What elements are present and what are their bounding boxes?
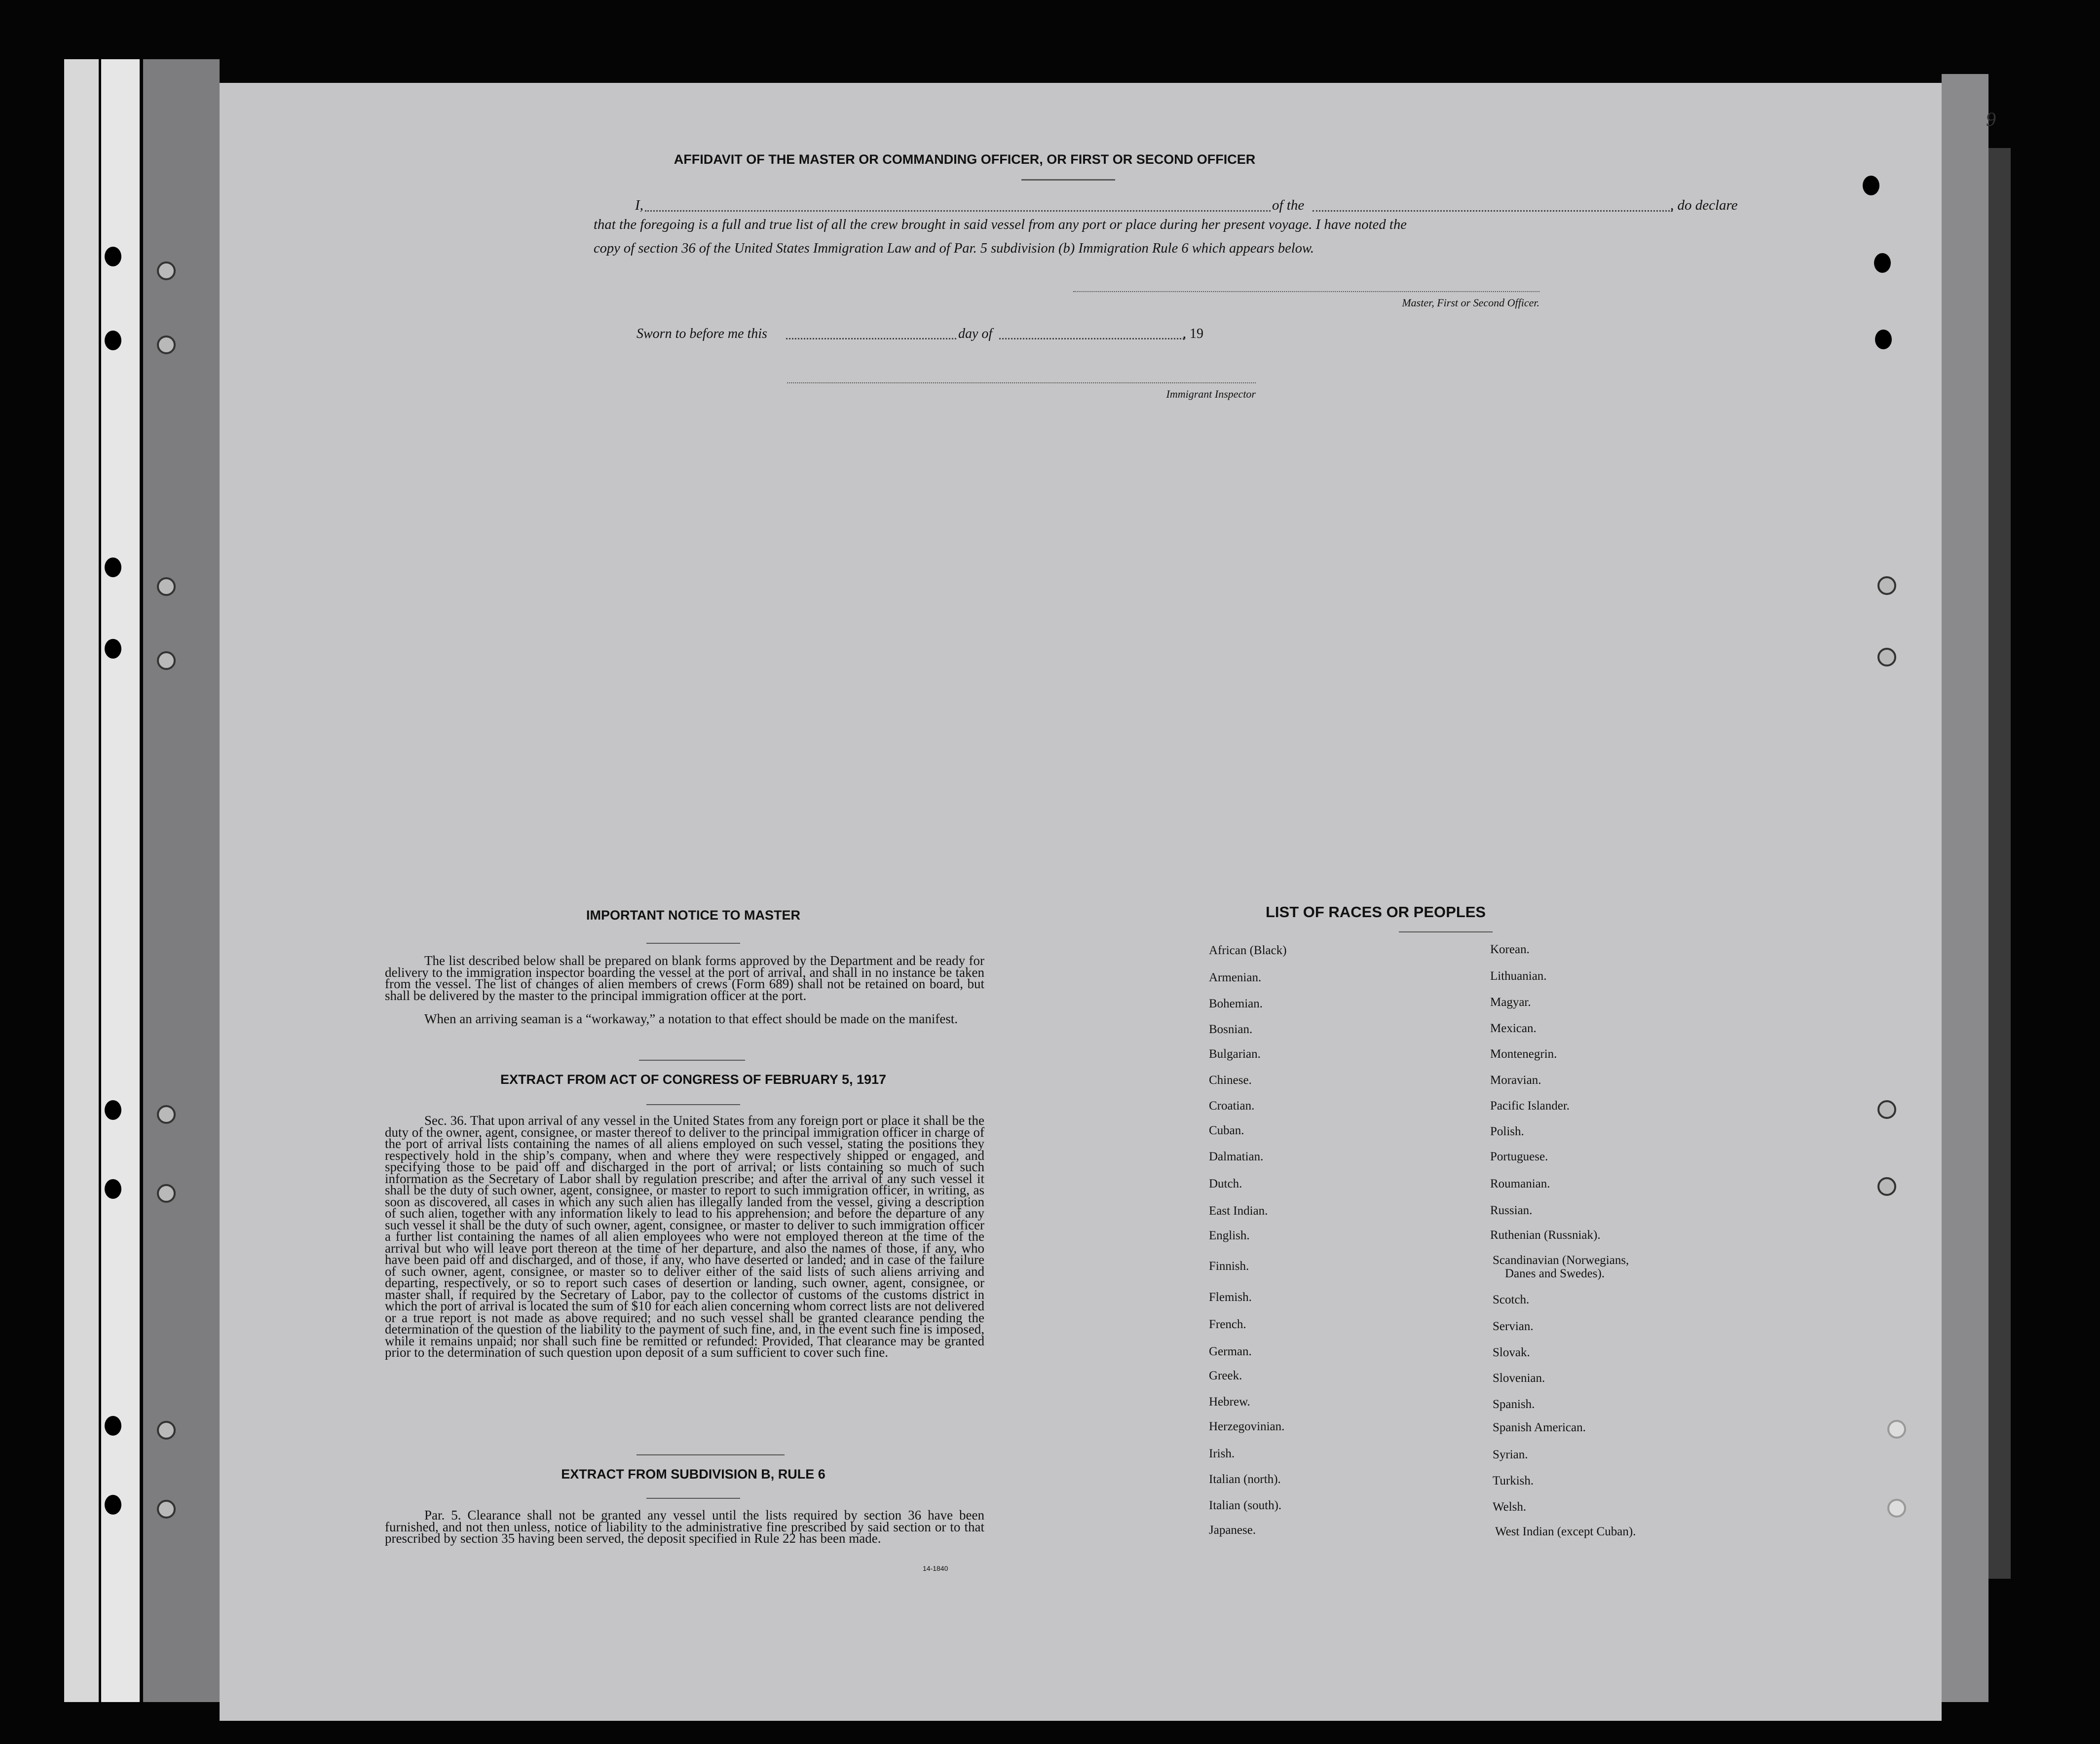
binding-hole (157, 1184, 176, 1203)
officer-name-line (645, 210, 1271, 212)
rule-title-rule (646, 1498, 740, 1499)
punch-hole (1874, 253, 1891, 273)
notice-paragraph-2: When an arriving seaman is a “workaway,” a notation to that effect should be made on the manifest. (424, 1011, 958, 1026)
race-right-item: Syrian. (1493, 1448, 1528, 1461)
act-top-rule (639, 1060, 745, 1061)
race-left-item: Cuban. (1209, 1124, 1244, 1137)
race-left-item: Dutch. (1209, 1177, 1242, 1190)
race-left-item: German. (1209, 1345, 1252, 1358)
affidavit-of-the-label: of the (1272, 197, 1305, 213)
race-left-item: Bulgarian. (1209, 1047, 1261, 1061)
rule-top-rule (637, 1454, 785, 1455)
punch-hole (1877, 1177, 1896, 1196)
race-left-item: Dalmatian. (1209, 1150, 1264, 1163)
race-left-item: Greek. (1209, 1369, 1242, 1382)
right-edge-strip (1942, 74, 1988, 1702)
race-left-item: Italian (south). (1209, 1499, 1282, 1512)
race-right-item: Danes and Swedes). (1505, 1267, 1605, 1280)
race-right-item: Spanish. (1493, 1398, 1535, 1411)
punch-hole (1887, 1499, 1906, 1518)
race-left-item: French. (1209, 1318, 1246, 1331)
binding-hole (157, 651, 176, 670)
race-right-item: Moravian. (1490, 1074, 1541, 1087)
binding-hole (105, 557, 121, 577)
rule-par-5-text: Par. 5. Clearance shall not be granted any vessel until the lists required by section 36 have been furnished, and not then unless, notice of liability to the administrative fine prescribed by said section or to that prescribed by section 35 having been served, the deposit specified in Rule 22 has been made. (385, 1508, 984, 1546)
binding-hole (105, 1416, 121, 1436)
sworn-label: Sworn to before me this (637, 326, 767, 341)
race-left-item: Finnish. (1209, 1260, 1249, 1273)
race-right-item: Lithuanian. (1490, 969, 1547, 983)
binding-hole (157, 1500, 176, 1519)
binding-hole (105, 1179, 121, 1199)
race-right-item: Mexican. (1490, 1022, 1537, 1035)
master-signature-label: Master, First or Second Officer. (1402, 297, 1539, 309)
race-right-item: Korean. (1490, 943, 1530, 956)
binding-hole (157, 577, 176, 596)
binding-hole (105, 331, 121, 350)
race-right-item: Scandinavian (Norwegians, (1493, 1254, 1629, 1267)
race-right-item: Ruthenian (Russniak). (1490, 1228, 1601, 1242)
race-right-item: West Indian (except Cuban). (1495, 1525, 1636, 1538)
race-left-item: English. (1209, 1229, 1250, 1242)
race-right-item: Servian. (1493, 1320, 1534, 1333)
race-right-item: Spanish American. (1493, 1421, 1586, 1434)
race-right-item: Magyar. (1490, 996, 1531, 1009)
rule-title: EXTRACT FROM SUBDIVISION B, RULE 6 (561, 1467, 825, 1482)
punch-hole (1863, 176, 1879, 195)
day-of-label: day of (958, 326, 993, 341)
act-title-rule (646, 1104, 740, 1105)
binding-hole (157, 261, 176, 280)
race-right-item: Scotch. (1493, 1293, 1530, 1306)
race-left-item: East Indian. (1209, 1204, 1268, 1218)
binding-hole (105, 1100, 121, 1120)
act-title: EXTRACT FROM ACT OF CONGRESS OF FEBRUARY 5, 1917 (500, 1072, 887, 1087)
binding-hole (157, 1421, 176, 1440)
punch-hole (1877, 1100, 1896, 1119)
race-left-item: Herzegovinian. (1209, 1420, 1285, 1433)
punch-hole (1877, 576, 1896, 595)
right-edge-shadow (1988, 148, 2011, 1579)
affidavit-title-rule (1021, 179, 1115, 181)
race-left-item: Bosnian. (1209, 1023, 1253, 1036)
binding-strip-light (64, 59, 99, 1702)
race-right-item: Pacific Islander. (1490, 1099, 1570, 1113)
race-right-item: Turkish. (1493, 1474, 1534, 1487)
inspector-label: Immigrant Inspector (1166, 388, 1256, 400)
race-left-item: Irish. (1209, 1447, 1235, 1460)
binding-hole (105, 639, 121, 659)
punch-hole (1887, 1420, 1906, 1439)
races-title: LIST OF RACES OR PEOPLES (1266, 903, 1486, 921)
race-left-item: Armenian. (1209, 971, 1262, 984)
affidavit-line-3: copy of section 36 of the United States Immigration Law and of Par. 5 subdivision (b) Immigration Rule 6 which appears below. (594, 241, 1314, 256)
race-left-item: Croatian. (1209, 1099, 1255, 1113)
race-left-item: Japanese. (1209, 1523, 1256, 1537)
binding-hole (157, 1105, 176, 1124)
races-title-rule (1399, 931, 1493, 932)
race-left-item: Flemish. (1209, 1291, 1252, 1304)
affidavit-declare-label: , do declare (1670, 197, 1738, 213)
year-label: , 19 (1183, 326, 1203, 341)
act-section-36-text: Sec. 36. That upon arrival of any vessel in the United States from any foreign port or place it shall be the duty of the owner, agent, consignee, or master thereof to deliver to the principal immigration officer in charge of the port of arrival lists containing the names of all aliens employed on such vessel, stating the positions they respectively hold in the ship’s company, when and where they were respectively shipped or engaged, and specifying those to be paid off and discharged in the port of arrival; or lists containing so much of such information as the Secretary of Labor shall by regulation prescribe; and after the arrival of any such vessel it shall be the duty of such owner, agent, consignee, or master to report to such immigration officer, in writing, as soon as discovered, all cases in which any such alien has illegally landed from the vessel, giving a description of such alien, together with any information likely to lead to his apprehension; and before the departure of any such vessel it shall be the duty of such owner, agent, consignee, or master to deliver to such immigration officer a further list containing the names of all alien employees who were not employed thereon at the time of the arrival but who will leave port thereon at the time of her departure, and also the names of those, if any, who have been paid off and discharged, and of those, if any, who have deserted or landed; and in case of the failure of such owner, agent, consignee, or master so to deliver either of the said lists of such aliens arriving and departing, respectively, or so to report such cases of desertion or landing, such owner, agent, consignee, or master shall, if required by the Secretary of Labor, pay to the collector of customs of the customs district in which the port of arrival is located the sum of $10 for each alien concerning whom correct lists are not delivered or a true report is not made as above required; and no such vessel shall be granted clearance pending the determination of the question of the liability to the payment of such fine, and, in the event such fine is imposed, while it remains unpaid; nor shall such fine be remitted or refunded: Provided, That clearance may be granted prior to the determination of such question upon deposit of a sum sufficient to cover such fine. (385, 1113, 984, 1360)
punch-hole (1875, 330, 1892, 349)
notice-title-rule (646, 943, 740, 944)
affidavit-line-2: that the foregoing is a full and true list of all the crew brought in said vessel from any port or place during her present voyage. I have noted the (594, 217, 1407, 232)
race-left-item: Bohemian. (1209, 997, 1263, 1010)
binding-hole (157, 335, 176, 354)
master-signature-line (1073, 291, 1539, 292)
notice-paragraph-1: The list described below shall be prepared on blank forms approved by the Department and be ready for delivery to the immigration inspector boarding the vessel at the port of arrival, and shall in no instance be taken from the vessel. The list of changes of alien members of crews (Form 689) shall not be retained on board, but shall be delivered by the master to the principal immigration officer at the port. (385, 953, 984, 1003)
affidavit-i-label: I, (635, 197, 643, 213)
manifest-page (220, 83, 1996, 1721)
race-left-item: Chinese. (1209, 1074, 1252, 1087)
notice-title: IMPORTANT NOTICE TO MASTER (586, 908, 800, 923)
sworn-day-line (786, 338, 956, 339)
race-right-item: Slovak. (1493, 1346, 1530, 1359)
race-right-item: Polish. (1490, 1125, 1524, 1138)
race-left-item: Hebrew. (1209, 1395, 1250, 1409)
inspector-signature-line (787, 382, 1256, 383)
margin-mark: 9 (1986, 108, 1996, 130)
binding-hole (105, 247, 121, 266)
binding-strip-white (101, 59, 140, 1702)
form-number: 14-1840 (923, 1564, 948, 1572)
race-right-item: Portuguese. (1490, 1150, 1548, 1163)
race-left-item: African (Black) (1209, 944, 1287, 957)
race-right-item: Slovenian. (1493, 1372, 1545, 1385)
sworn-month-line (999, 338, 1184, 339)
race-right-item: Russian. (1490, 1204, 1533, 1217)
punch-hole (1877, 648, 1896, 667)
race-right-item: Welsh. (1493, 1500, 1527, 1514)
race-left-item: Italian (north). (1209, 1473, 1281, 1486)
binding-strip-gray (143, 59, 220, 1702)
affidavit-title: AFFIDAVIT OF THE MASTER OR COMMANDING OFFICER, OR FIRST OR SECOND OFFICER (674, 152, 1256, 167)
race-right-item: Roumanian. (1490, 1177, 1550, 1190)
race-right-item: Montenegrin. (1490, 1047, 1557, 1061)
vessel-name-line (1312, 210, 1673, 212)
binding-hole (105, 1495, 121, 1515)
